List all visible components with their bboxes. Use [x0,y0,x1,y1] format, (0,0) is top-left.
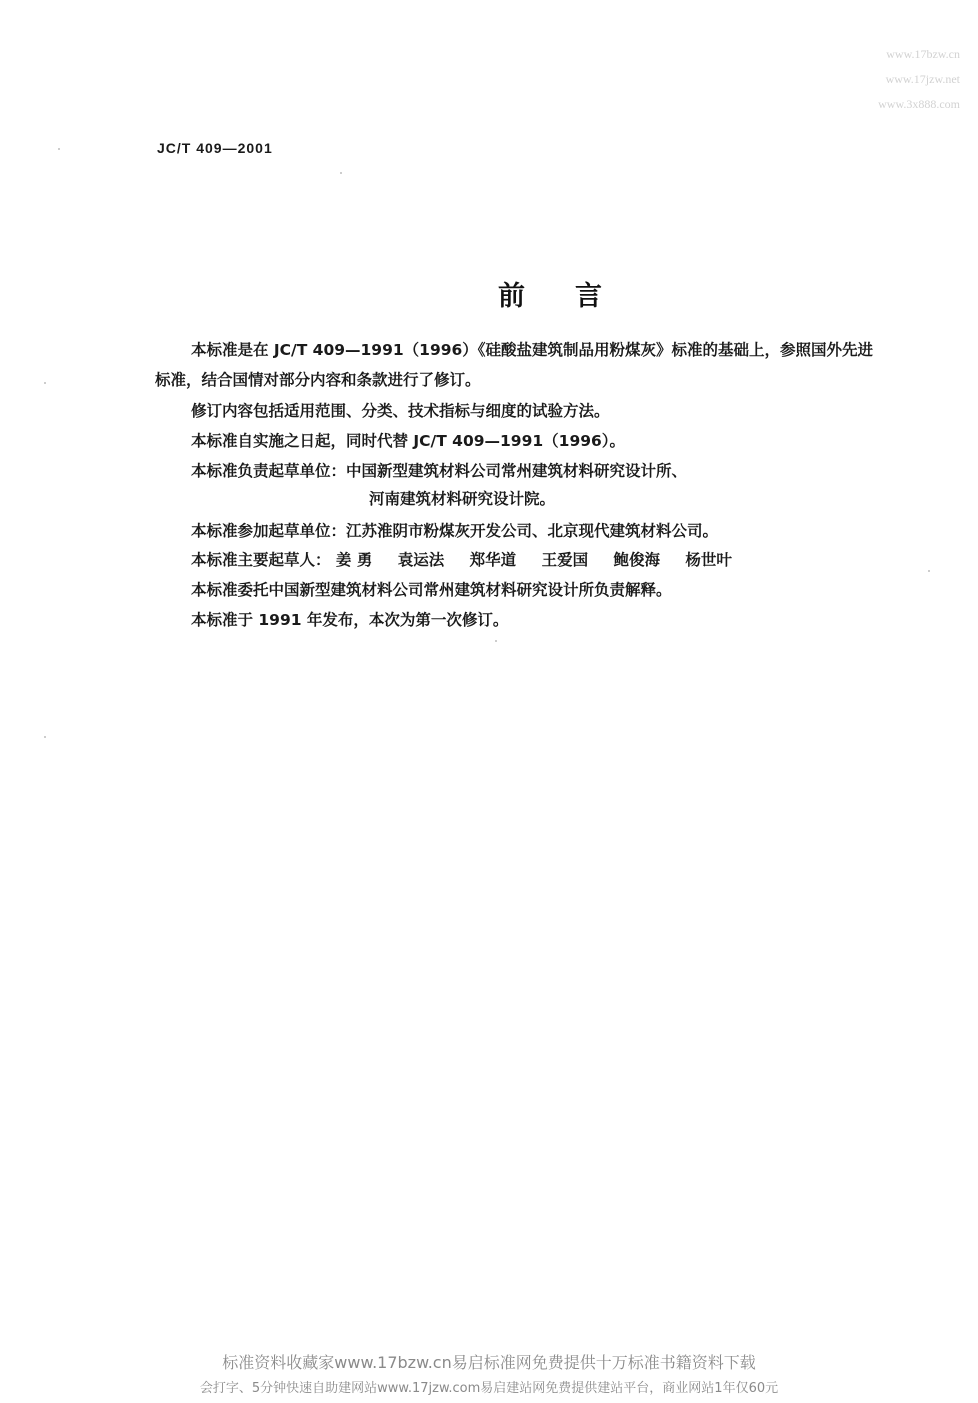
paragraph: 本标准于 1991 年发布，本次为第一次修订。 [191,611,509,629]
paragraph: 本标准负责起草单位：中国新型建筑材料公司常州建筑材料研究设计所、 [191,462,688,480]
watermark-line: www.17jzw.net [885,72,960,86]
drafter-name: 郑华道 [469,551,517,569]
drafter-name: 袁运法 [397,551,445,569]
standard-code: JC/T 409—2001 [157,140,273,156]
drafters-label: 本标准主要起草人： [191,551,331,569]
paragraph: 本标准是在 JC/T 409—1991（1996）《硅酸盐建筑制品用粉煤灰》标准的基础上，参照国外先进 [191,341,874,359]
paragraph: 本标准自实施之日起，同时代替 JC/T 409—1991（1996）。 [191,432,626,450]
drafter-name: 王爱国 [541,551,589,569]
footer-line-1: 标准资料收藏家www.17bzw.cn易启标准网免费提供十万标准书籍资料下载 [222,1353,756,1372]
watermark-line: www.3x888.com [878,97,960,111]
paragraph: 本标准委托中国新型建筑材料公司常州建筑材料研究设计所负责解释。 [191,581,672,599]
paragraph: 河南建筑材料研究设计院。 [369,490,556,508]
page-title: 前言 [498,281,652,312]
watermark-line: www.17bzw.cn [886,47,960,61]
paragraph: 标准，结合国情对部分内容和条款进行了修订。 [155,371,481,389]
paragraph: 修订内容包括适用范围、分类、技术指标与细度的试验方法。 [191,402,610,420]
paragraph: 本标准参加起草单位：江苏淮阴市粉煤灰开发公司、北京现代建筑材料公司。 [191,522,719,540]
footer-line-2: 会打字、5分钟快速自助建网站www.17jzw.com易启建站网免费提供建站平台，商业网站1年仅60元 [199,1381,779,1396]
drafter-name: 杨世叶 [685,551,732,569]
drafters-line [191,548,752,570]
watermark-urls [878,42,960,117]
drafter-name: 鲍俊海 [613,551,661,569]
drafter-name: 姜 勇 [335,551,373,569]
